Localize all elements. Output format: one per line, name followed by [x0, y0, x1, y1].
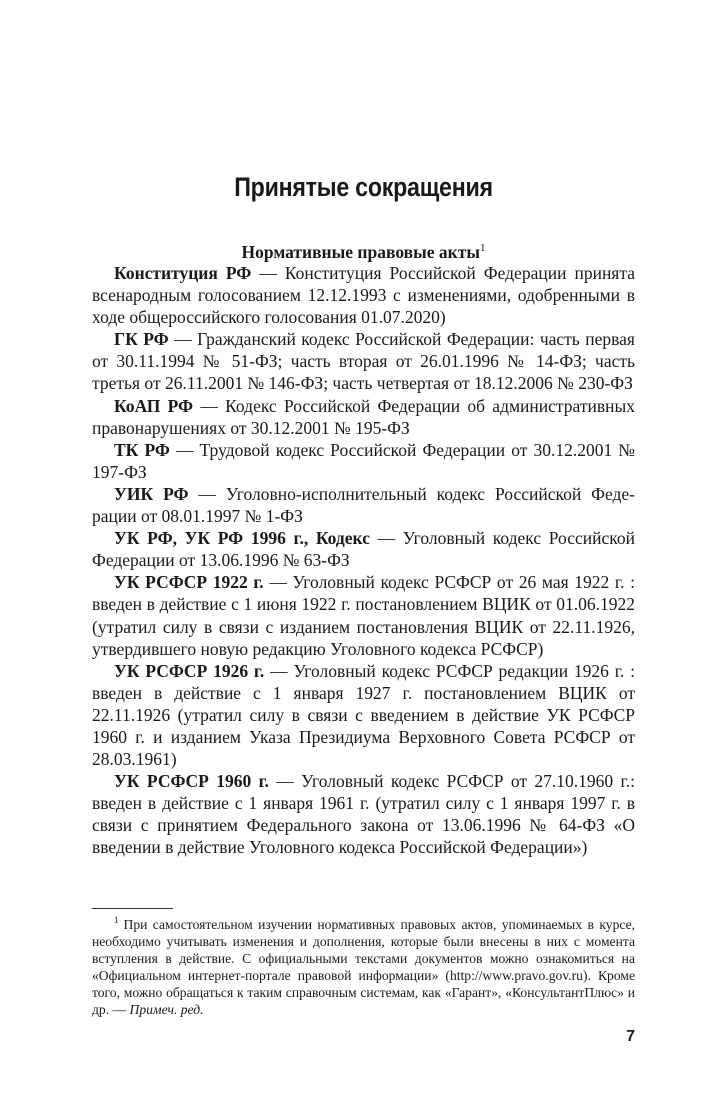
- abbreviation-term: КоАП РФ: [114, 395, 194, 416]
- abbreviation-entry: [92, 483, 635, 527]
- abbreviation-definition: — Уголовный кодекс РСФСР от 27.10.1960 г.: введен в действие с 1 января 1961 г. (утратил силу с 1 января 1997 г. в связи с принятием Федерального закона от 13.06.1996 № 64-ФЗ «О введении в действие Уголовного кодекса Российской Федерации»): [92, 771, 635, 858]
- abbreviation-definition: — Кодекс Российской Федерации об административных правонарушениях от 30.12.2001 № 195-ФЗ: [92, 395, 635, 438]
- abbreviation-list: [92, 262, 635, 859]
- abbreviation-term: Конституция РФ: [114, 263, 252, 283]
- abbreviation-entry: [92, 328, 635, 394]
- abbreviation-entry: [92, 571, 635, 659]
- abbreviation-entry: [92, 770, 635, 858]
- abbreviation-definition: — Уголовный кодекс РСФСР от 26 мая 1922 г. : введен в действие с 1 июня 1922 г. постановлением ВЦИК от 01.06.1922 (утратил силу в связи с изданием постановления ВЦИК от 22.11.1926, утвердившего новую редакцию Уголовного кодекса РСФСР): [92, 572, 635, 659]
- abbreviation-term: ГК РФ: [114, 329, 169, 350]
- abbreviation-entry: [92, 527, 635, 571]
- abbreviation-entry: [92, 395, 635, 439]
- abbreviation-definition: — Трудовой кодекс Российской Федерации от 30.12.2001 № 197-ФЗ: [92, 439, 635, 482]
- footnote-mark: 1: [114, 915, 119, 926]
- page-number: 7: [626, 1028, 635, 1045]
- abbreviation-term: УИК РФ: [114, 483, 189, 504]
- editor-note: Примеч. ред.: [129, 1002, 204, 1018]
- abbreviation-entry: [92, 262, 635, 328]
- abbreviation-definition: — Уголовный кодекс Российской Федерации от 13.06.1996 № 63-ФЗ: [92, 528, 635, 571]
- abbreviation-term: ТК РФ: [114, 439, 170, 460]
- abbreviation-term: УК РСФСР 1922 г.: [114, 572, 264, 593]
- abbreviation-term: УК РСФСР 1960 г.: [114, 771, 269, 792]
- abbreviation-entry: [92, 439, 635, 483]
- abbreviation-definition: — Уголовно-исполнительный кодекс Российской Федерации от 08.01.1997 № 1-ФЗ: [92, 483, 635, 527]
- footnote-text: При самостоятельном изучении нормативных правовых актов, упоминаемых в курсе, необходимо учитывать изменения и дополнения, которые были внесены в них с момента вступления в действие. С официальными текстами документов можно ознакомиться на «Официальном интернет-портале правовой информации» (http://www.pravo.gov.ru). Кроме того, можно обращаться к таким справочным системам, как «Гарант», «КонсультантПлюс» и др. —: [92, 917, 635, 1018]
- document-page: [92, 0, 635, 1115]
- abbreviation-term: УК РСФСР 1926 г.: [114, 660, 265, 681]
- page-title: Принятые сокращения: [234, 172, 493, 202]
- footnote-reference: 1: [480, 242, 486, 255]
- section-heading-text: Нормативные правовые акты: [241, 242, 480, 262]
- abbreviation-term: УК РФ, УК РФ 1996 г., Кодекс: [114, 528, 370, 549]
- section-heading: [92, 242, 635, 263]
- abbreviation-definition: — Уголовный кодекс РСФСР редакции 1926 г. : введен в действие с 1 января 1927 г. постановлением ВЦИК от 22.11.1926 (утратил силу в связи с введением в действие УК РСФСР 1960 г. и изданием Указа Президиума Верховного Совета РСФСР от 28.03.1961): [92, 660, 635, 770]
- abbreviation-definition: — Гражданский кодекс Российской Федерации: часть первая от 30.11.1994 № 51-ФЗ; часть вторая от 26.01.1996 № 14-ФЗ; часть третья от 26.11.2001 № 146-ФЗ; часть четвертая от 18.12.2006 № 230-ФЗ: [92, 329, 635, 394]
- abbreviation-definition: — Конституция Российской Федерации принята всенародным голосованием 12.12.1993 с изменениями, одобренными в ходе общероссийского голосования 01.07.2020): [92, 263, 635, 328]
- abbreviation-entry: [92, 660, 635, 770]
- footnote: [92, 916, 635, 1019]
- footnote-divider: [92, 908, 173, 909]
